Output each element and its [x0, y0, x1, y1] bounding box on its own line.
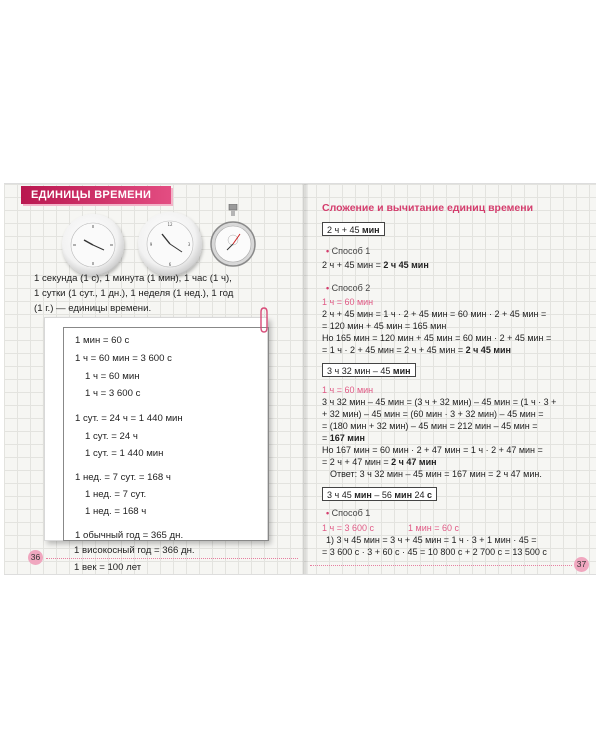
fact-year: 1 обычный год = 365 дн.: [75, 530, 184, 541]
fact-leap-year: 1 високосный год = 366 дн.: [74, 545, 195, 556]
fact-week-a: 1 нед. = 7 сут.: [85, 489, 147, 500]
ex2-line: = (180 мин + 32 мин) – 45 мин = 212 мин – 45 мин =: [322, 421, 538, 431]
svg-text:3: 3: [187, 242, 191, 247]
ex1-m2-line: Но 165 мин = 120 мин + 45 мин = 60 мин · 2 + 45 мин =: [322, 333, 552, 343]
intro-line: 1 секунда (1 с), 1 минута (1 мин), 1 час (1 ч),: [34, 273, 232, 284]
right-page-heading: Сложение и вычитание единиц времени: [322, 202, 534, 214]
fact-day-b: 1 сут. = 1 440 мин: [85, 448, 164, 459]
ex2-line: + 32 мин) – 45 мин = (60 мин · 3 + 32 мин) – 45 мин =: [322, 409, 544, 419]
fact-day: 1 сут. = 24 ч = 1 440 мин: [75, 413, 183, 424]
footer-dotted-line-left: [46, 558, 298, 559]
ex1-note: 1 ч = 60 мин: [322, 297, 374, 307]
ex2-note: 1 ч = 60 мин: [322, 385, 374, 395]
stopwatch-icon: [210, 204, 256, 274]
ex2-line: Но 167 мин = 60 мин · 2 + 47 мин = 1 ч · 2 + 47 мин =: [322, 445, 543, 455]
units-card: [44, 317, 268, 541]
ex2-line: = 167 мин: [322, 433, 365, 443]
svg-text:12: 12: [167, 222, 173, 227]
fact-hour-a: 1 ч = 60 мин: [85, 371, 140, 382]
paperclip-icon: [258, 307, 270, 333]
example-1-box: 2 ч + 45 мин: [322, 222, 385, 236]
svg-text:6: 6: [168, 262, 172, 267]
fact-min: 1 мин = 60 с: [75, 335, 130, 346]
book-spine: [302, 184, 308, 574]
fact-hour-b: 1 ч = 3 600 с: [85, 388, 141, 399]
fact-hour: 1 ч = 60 мин = 3 600 с: [75, 353, 172, 364]
page-number-right: 37: [574, 557, 589, 572]
ex1-m2-line: = 1 ч · 2 + 45 мин = 2 ч + 45 мин = 2 ч 45 мин: [322, 345, 511, 355]
fact-week-b: 1 нед. = 168 ч: [85, 506, 147, 517]
ex3-line: 1) 3 ч 45 мин = 3 ч + 45 мин = 1 ч · 3 + 1 мин · 45 =: [326, 535, 537, 545]
wall-clock-arabic: [138, 212, 202, 276]
intro-line: (1 г.) — единицы времени.: [34, 303, 152, 314]
ex1-method-2: • Способ 2: [326, 283, 371, 293]
fact-day-a: 1 сут. = 24 ч: [85, 431, 138, 442]
ex1-m2-line: 2 ч + 45 мин = 1 ч · 2 + 45 мин = 60 мин · 2 + 45 мин =: [322, 309, 547, 319]
fact-century: 1 век = 100 лет: [74, 562, 142, 573]
ex2-line: 3 ч 32 мин – 45 мин = (3 ч + 32 мин) – 45 мин = (1 ч · 3 +: [322, 397, 557, 407]
example-3-box: 3 ч 45 мин – 56 мин 24 с: [322, 487, 437, 501]
ex3-line: = 3 600 с · 3 + 60 с · 45 = 10 800 с + 2 700 с = 13 500 с: [322, 547, 547, 557]
ex1-m2-line: = 120 мин + 45 мин = 165 мин: [322, 321, 447, 331]
ex1-m1-line: 2 ч + 45 мин = 2 ч 45 мин: [322, 260, 429, 270]
intro-line: 1 сутки (1 сут., 1 дн.), 1 неделя (1 нед.), 1 год: [34, 288, 234, 299]
ex3-note-a: 1 ч = 3 600 с: [322, 523, 374, 533]
example-2-box: 3 ч 32 мин – 45 мин: [322, 363, 416, 377]
textbook-spread: [4, 183, 596, 575]
ex1-method-1: • Способ 1: [326, 246, 371, 256]
intro-text: [34, 271, 296, 316]
fact-week: 1 нед. = 7 сут. = 168 ч: [75, 472, 171, 483]
wall-clock-roman: [62, 214, 124, 276]
ex2-line: = 2 ч + 47 мин = 2 ч 47 мин: [322, 457, 437, 467]
ex3-note-b: 1 мин = 60 с: [408, 523, 459, 533]
ex2-answer: Ответ: 3 ч 32 мин – 45 мин = 167 мин = 2 ч 47 мин.: [330, 469, 542, 479]
ex3-method-1: • Способ 1: [326, 508, 371, 518]
svg-text:9: 9: [149, 242, 153, 247]
section-banner: ЕДИНИЦЫ ВРЕМЕНИ: [21, 186, 171, 204]
page-number-left: 36: [28, 550, 43, 565]
footer-dotted-line-right: [310, 565, 572, 566]
